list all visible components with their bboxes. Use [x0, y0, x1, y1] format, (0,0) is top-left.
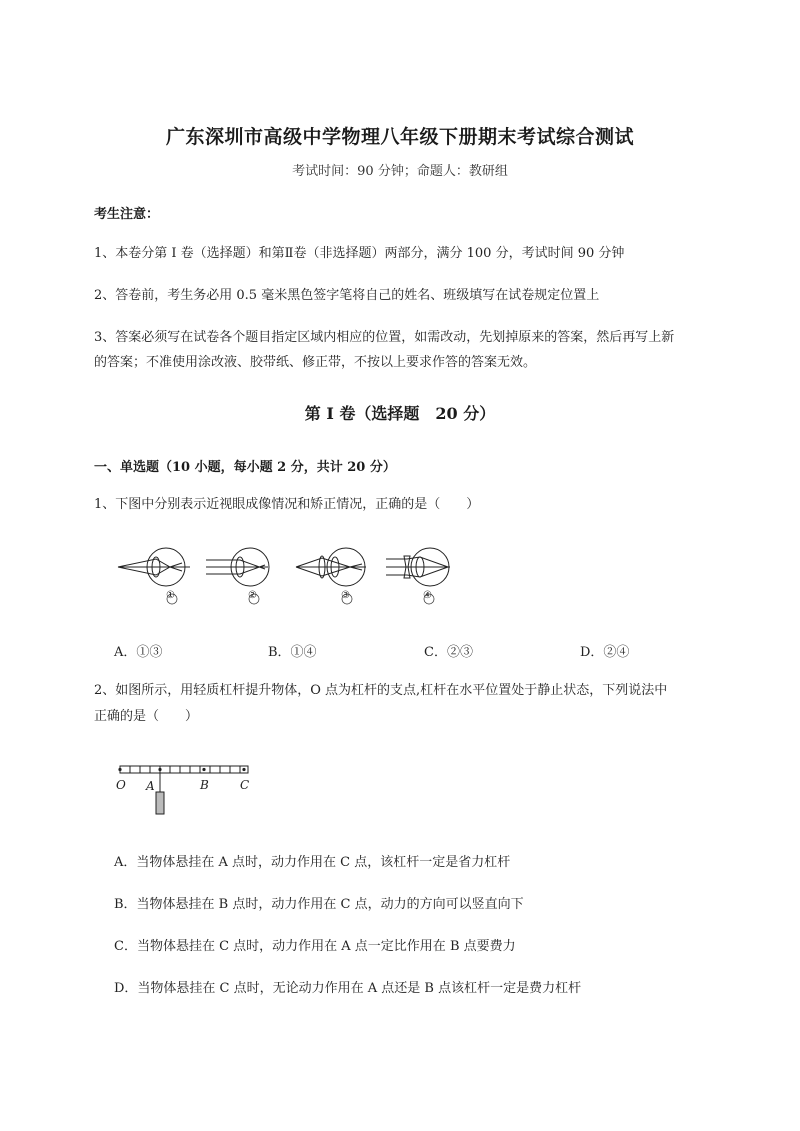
eye-label-4: ④ [423, 590, 432, 601]
q2-option-a[interactable]: A．当物体悬挂在 A 点时，动力作用在 C 点，该杠杆一定是省力杠杆 [114, 855, 511, 870]
eye-diagram-figure [110, 545, 470, 607]
eye-label-1: ① [166, 590, 175, 601]
section-title: 第 I 卷（选择题 20 分） [304, 404, 496, 423]
notice-item-3: 3、答案必须写在试卷各个题目指定区域内相应的位置，如需改动，先划掉原来的答案，然后再写上新 [94, 330, 675, 345]
question-2-stem-line-1: 2、如图所示，用轻质杠杆提升物体，O 点为杠杆的支点,杠杆在水平位置处于静止状态，下列说法中 [94, 683, 668, 698]
eye-label-3: ③ [341, 590, 350, 601]
part-heading: 一、单选题（10 小题，每小题 2 分，共计 20 分） [94, 460, 396, 475]
lever-label-b: B [200, 778, 209, 792]
eye-1-diagram [118, 548, 190, 586]
lever-label-c: C [240, 778, 250, 792]
eye-3-diagram [296, 548, 366, 586]
eye-4-diagram [386, 548, 450, 586]
notice-item-3-cont: 的答案；不准使用涂改液、胶带纸、修正带，不按以上要求作答的答案无效。 [94, 355, 537, 370]
q2-option-b[interactable]: B．当物体悬挂在 B 点时，动力作用在 C 点，动力的方向可以竖直向下 [114, 897, 524, 912]
notice-item-1: 1、本卷分第 I 卷（选择题）和第Ⅱ卷（非选择题）两部分，满分 100 分，考试时间 90 分钟 [94, 246, 625, 261]
eye-2-diagram [206, 548, 269, 586]
question-2-stem-line-2: 正确的是（ ） [94, 709, 199, 724]
eye-label-2: ② [248, 590, 257, 601]
question-1-stem: 1、下图中分别表示近视眼成像情况和矫正情况，正确的是（ ） [94, 497, 480, 512]
lever-label-a: A [146, 779, 155, 793]
q1-option-d[interactable]: D．②④ [580, 645, 630, 660]
q2-option-c[interactable]: C．当物体悬挂在 C 点时，动力作用在 A 点一定比作用在 B 点要费力 [114, 939, 516, 954]
q1-option-c[interactable]: C．②③ [424, 645, 473, 660]
q1-option-a[interactable]: A．①③ [114, 645, 163, 660]
notice-item-2: 2、答卷前，考生务必用 0.5 毫米黑色签字笔将自己的姓名、班级填写在试卷规定位置上 [94, 288, 600, 303]
q1-option-b[interactable]: B．①④ [268, 645, 317, 660]
notice-heading: 考生注意： [94, 207, 160, 222]
page-title: 广东深圳市高级中学物理八年级下册期末考试综合测试 [165, 126, 634, 148]
lever-diagram [112, 760, 258, 820]
q2-option-d[interactable]: D．当物体悬挂在 C 点时，无论动力作用在 A 点还是 B 点该杠杆一定是费力杠杆 [114, 981, 582, 996]
lever-label-o: O [116, 778, 126, 792]
exam-info: 考试时间：90 分钟；命题人：教研组 [292, 164, 508, 179]
